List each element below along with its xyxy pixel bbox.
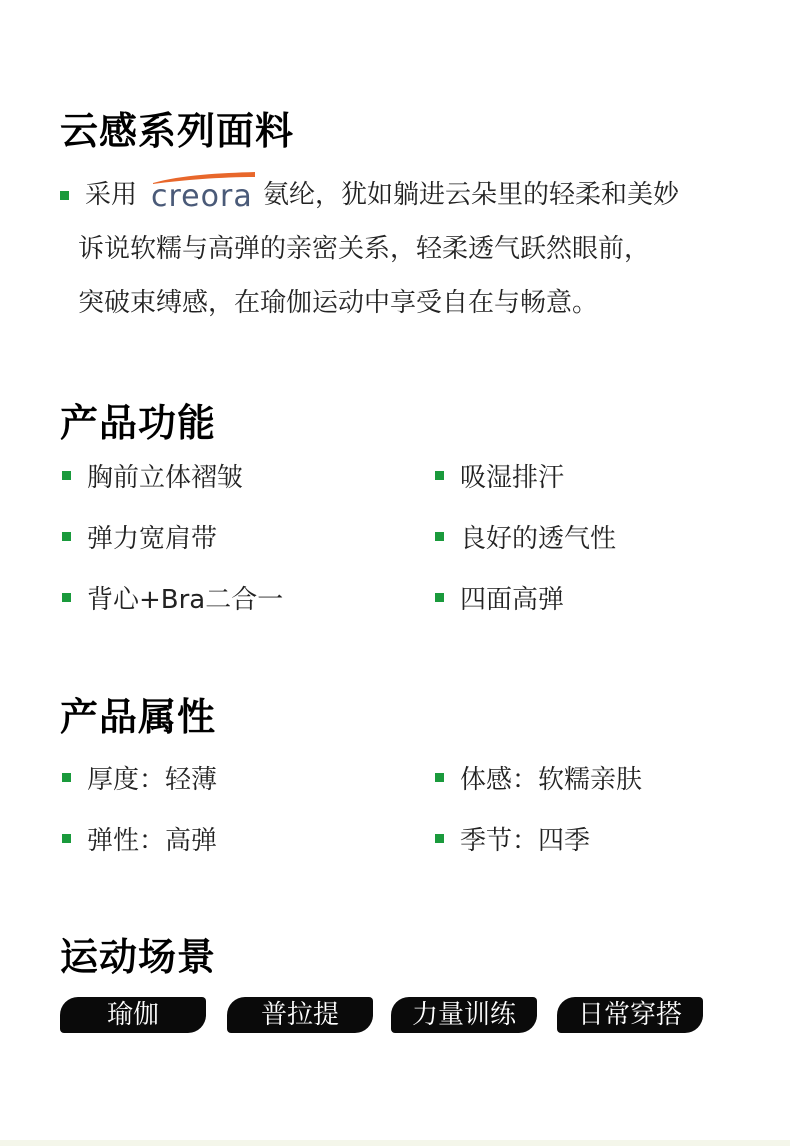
bullet-icon (60, 191, 69, 200)
feature-label: 四面高弹 (460, 584, 565, 615)
feature-label: 良好的透气性 (460, 523, 617, 554)
bullet-icon (435, 773, 444, 782)
attribute-item (62, 818, 217, 858)
attribute-item (62, 757, 217, 797)
scene-tag-yoga: 瑜伽 (60, 997, 206, 1033)
bullet-icon (435, 532, 444, 541)
feature-item (435, 577, 564, 617)
intro-line-2: 诉说软糯与高弹的亲密关系，轻柔透气跃然眼前， (78, 234, 651, 264)
bullet-icon (62, 773, 71, 782)
creora-logo (151, 171, 257, 214)
feature-label: 弹力宽肩带 (87, 523, 218, 554)
bullet-icon (62, 593, 71, 602)
bullet-icon (435, 471, 444, 480)
feature-label: 吸湿排汗 (460, 462, 565, 493)
attribute-label: 弹性：高弹 (87, 825, 218, 856)
feature-item (435, 455, 564, 495)
intro-line-1-rest: 氨纶，犹如躺进云朵里的轻柔和美妙 (263, 180, 680, 210)
attribute-item (435, 818, 590, 858)
fabric-section-title: 云感系列面料 (60, 109, 295, 153)
logo-text: creora (151, 179, 253, 214)
scene-tag-pilates: 普拉提 (227, 997, 373, 1033)
bullet-icon (62, 834, 71, 843)
scene-tags (60, 997, 760, 1035)
intro-line-1 (60, 168, 750, 222)
scene-tag-strength: 力量训练 (391, 997, 537, 1033)
attribute-label: 体感：软糯亲肤 (460, 764, 643, 795)
feature-item (435, 516, 616, 556)
bullet-icon (62, 471, 71, 480)
attribute-label: 季节：四季 (460, 825, 591, 856)
feature-item (62, 577, 283, 617)
bottom-band (0, 1140, 790, 1146)
bullet-icon (435, 834, 444, 843)
feature-item (62, 455, 243, 495)
fabric-intro (60, 168, 750, 330)
scene-tag-daily: 日常穿搭 (557, 997, 703, 1033)
feature-label: 胸前立体褶皱 (87, 462, 244, 493)
scenes-section-title: 运动场景 (60, 935, 217, 979)
attribute-label: 厚度：轻薄 (87, 764, 218, 795)
intro-prefix: 采用 (85, 180, 138, 210)
bullet-icon (435, 593, 444, 602)
intro-line-3: 突破束缚感，在瑜伽运动中享受自在与畅意。 (78, 288, 599, 318)
attribute-item (435, 757, 642, 797)
feature-label: 背心+Bra二合一 (87, 584, 284, 615)
features-section-title: 产品功能 (60, 401, 217, 445)
attributes-section-title: 产品属性 (60, 695, 217, 739)
feature-item (62, 516, 217, 556)
bullet-icon (62, 532, 71, 541)
